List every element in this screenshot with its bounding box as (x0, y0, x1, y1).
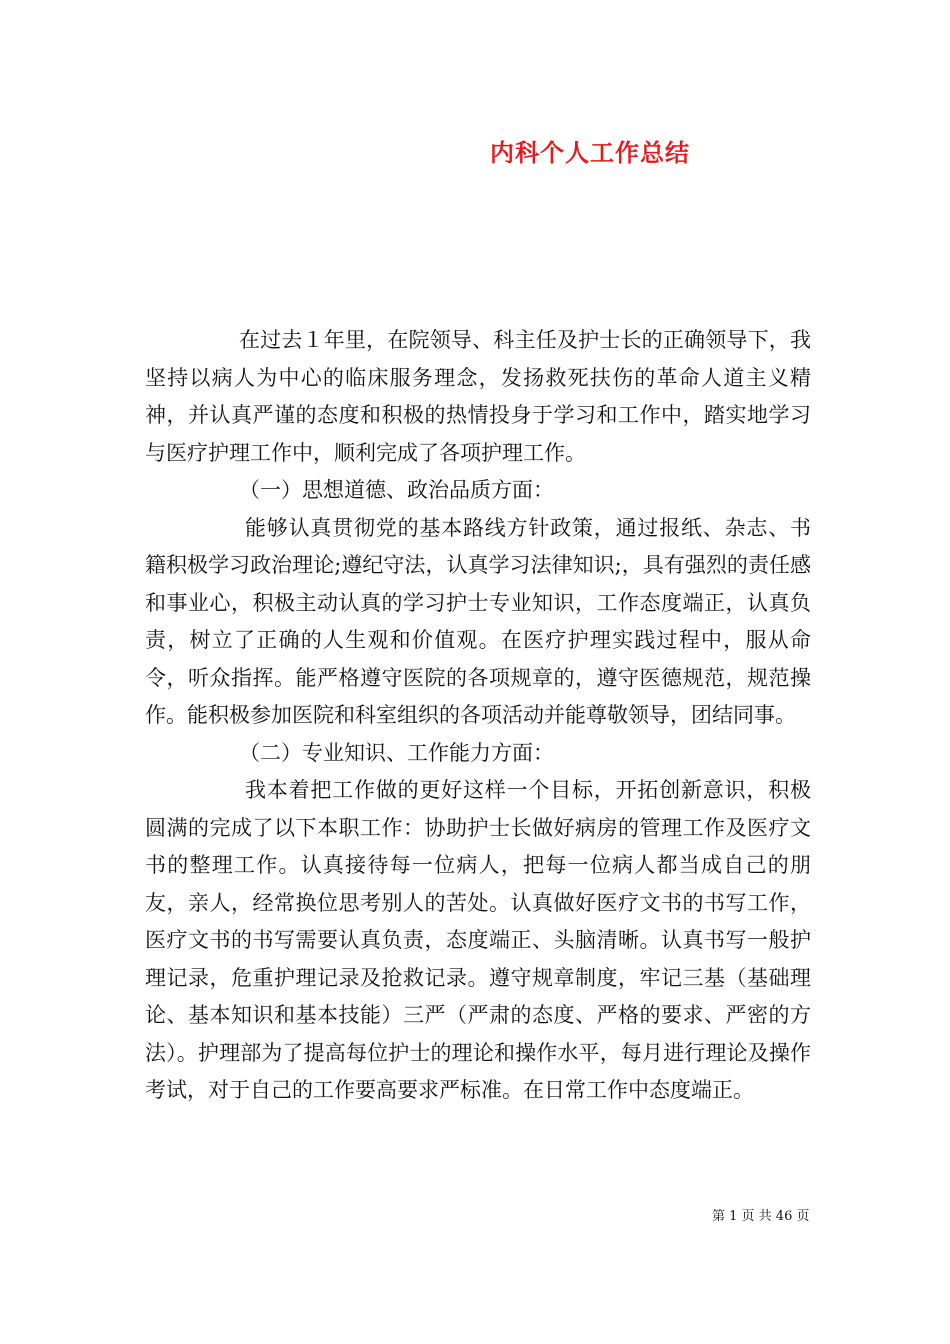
intro-paragraph: 在过去１年里，在院领导、科主任及护士长的正确领导下，我坚持以病人为中心的临床服务理念，发扬救死扶伤的革命人道主义精神，并认真严谨的态度和积极的热情投身于学习和工作中，踏实地学习与医疗护理工作中，顺利完成了各项护理工作。 (145, 328, 811, 465)
section-paragraph-1: 能够认真贯彻党的基本路线方针政策，通过报纸、杂志、书籍积极学习政治理论;遵纪守法，认真学习法律知识;，具有强烈的责任感和事业心，积极主动认真的学习护士专业知识，工作态度端正，认真负责，树立了正确的人生观和价值观。在医疗护理实践过程中，服从命令，听众指挥。能严格遵守医院的各项规章的，遵守医德规范，规范操作。能积极参加医院和科室组织的各项活动并能尊敬领导，团结同事。 (145, 515, 811, 727)
document-title: 内科个人工作总结 (490, 138, 690, 167)
document-body (145, 322, 811, 1110)
page-number: 第 1 页 共 46 页 (712, 1209, 810, 1224)
section-paragraph-2: 我本着把工作做的更好这样一个目标，开拓创新意识，积极圆满的完成了以下本职工作：协助护士长做好病房的管理工作及医疗文书的整理工作。认真接待每一位病人，把每一位病人都当成自己的朋友，亲人，经常换位思考别人的苦处。认真做好医疗文书的书写工作，医疗文书的书写需要认真负责，态度端正、头脑清晰。认真书写一般护理记录，危重护理记录及抢救记录。遵守规章制度，牢记三基（基础理论、基本知识和基本技能）三严（严肃的态度、严格的要求、严密的方法）。护理部为了提高每位护士的理论和操作水平，每月进行理论及操作考试，对于自己的工作要高要求严标准。在日常工作中态度端正。 (145, 778, 811, 1102)
section-heading-1: （一）思想道德、政治品质方面： (239, 478, 554, 502)
section-heading-2: （二）专业知识、工作能力方面： (239, 740, 554, 765)
